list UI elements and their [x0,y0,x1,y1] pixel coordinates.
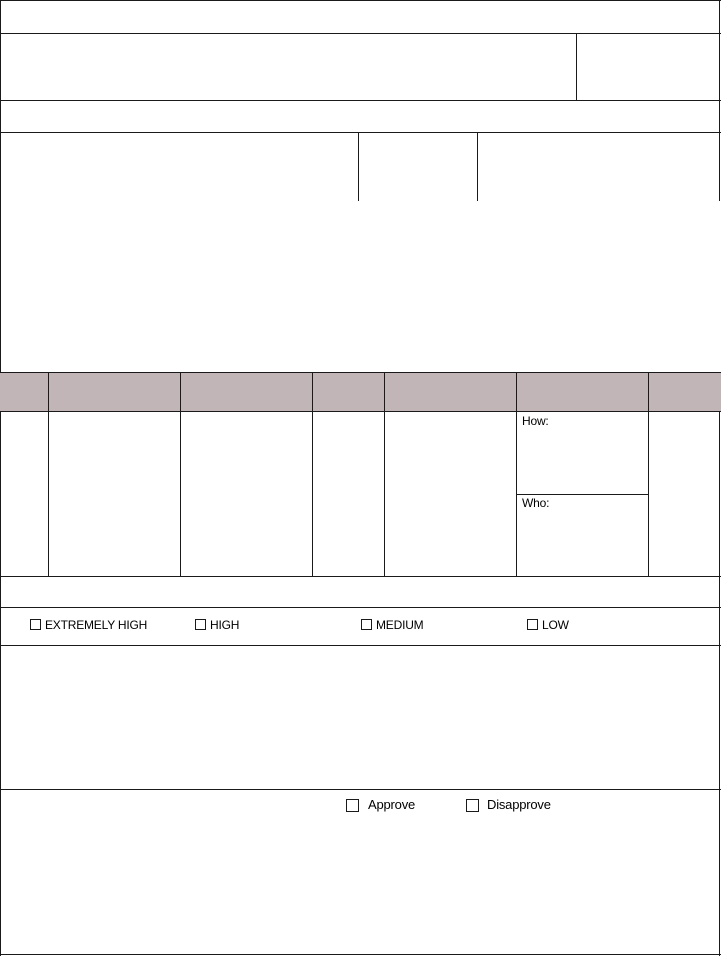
frame-bottom-border [0,954,721,955]
divider [0,372,721,373]
how-label: How: [522,414,549,428]
table-header-row [0,373,721,411]
who-label: Who: [522,496,550,510]
table-cell-hazard[interactable] [49,412,180,576]
high-checkbox[interactable] [195,619,206,630]
date-field[interactable] [577,34,719,100]
divider [0,789,721,790]
medium-label: MEDIUM [376,618,424,632]
mission-field[interactable] [1,34,576,100]
high-label: HIGH [210,618,240,632]
low-checkbox[interactable] [527,619,538,630]
low-label: LOW [542,618,569,632]
extremely-high-label: EXTREMELY HIGH [45,618,148,632]
table-cell-control[interactable] [385,412,516,576]
table-cell-initial-risk[interactable] [181,412,312,576]
extremely-high-checkbox[interactable] [30,619,41,630]
remarks-field[interactable] [1,646,719,789]
frame-right-border-lower [719,372,720,956]
title-field[interactable] [1,1,719,33]
approval-signature-field[interactable] [1,820,719,953]
prepared-by-field[interactable] [1,101,719,132]
approve-checkbox[interactable] [346,799,359,812]
position-field[interactable] [478,133,719,201]
table-cell-level[interactable] [313,412,384,576]
table-cell-subtask[interactable] [1,412,48,576]
approve-label: Approve [368,797,416,812]
divider [0,607,721,608]
rank-field[interactable] [359,133,477,201]
medium-checkbox[interactable] [361,619,372,630]
disapprove-label: Disapprove [487,797,551,812]
overall-risk-field[interactable] [1,577,719,607]
disapprove-checkbox[interactable] [466,799,479,812]
name-field[interactable] [1,133,358,201]
table-cell-residual-risk[interactable] [649,412,719,576]
